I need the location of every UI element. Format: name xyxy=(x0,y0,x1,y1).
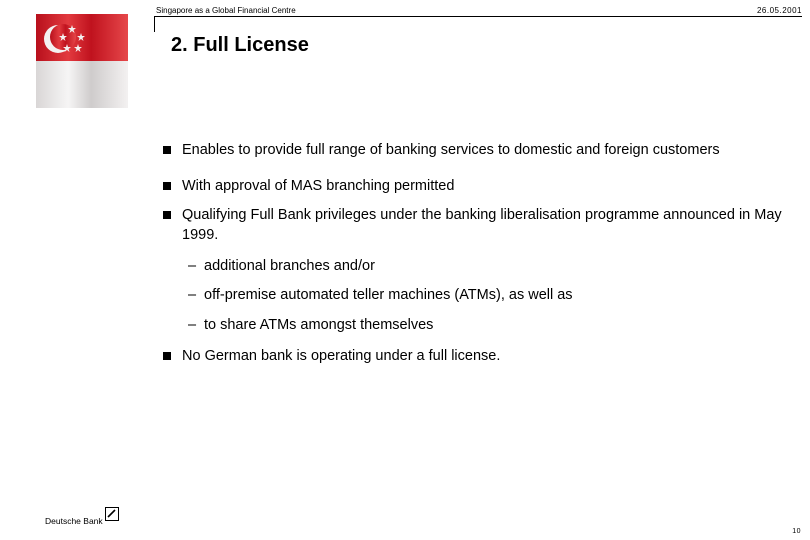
bullet-square-icon xyxy=(163,211,171,219)
slide-title: 2. Full License xyxy=(171,34,309,56)
page-number: 10 xyxy=(792,528,801,535)
bullet-text: With approval of MAS branching permitted xyxy=(182,178,455,194)
singapore-flag-icon xyxy=(36,14,128,108)
header-section-title: Singapore as a Global Financial Centre xyxy=(156,6,296,15)
sub-bullet-item xyxy=(160,315,800,335)
deutsche-bank-logo-icon xyxy=(105,507,119,521)
bullet-item xyxy=(160,205,800,245)
header-date: 26.05.2001 xyxy=(756,6,802,15)
sub-bullet-text: to share ATMs amongst themselves xyxy=(204,317,434,333)
dash-marker: – xyxy=(188,317,197,333)
bullet-item xyxy=(160,176,800,196)
dash-marker: – xyxy=(188,258,197,274)
bullet-item xyxy=(160,346,800,366)
dash-marker: – xyxy=(188,287,197,303)
bullet-text: No German bank is operating under a full license. xyxy=(182,348,501,364)
sub-bullet-item xyxy=(160,256,800,276)
bullet-square-icon xyxy=(163,146,171,154)
bullet-text: Enables to provide full range of banking services to domestic and foreign customers xyxy=(182,142,720,158)
sub-bullet-text: off-premise automated teller machines (ATMs), as well as xyxy=(204,287,573,303)
bullet-square-icon xyxy=(163,352,171,360)
sub-bullet-item xyxy=(160,285,800,305)
bullet-item xyxy=(160,140,800,160)
footer-brand: Deutsche Bank xyxy=(45,516,103,526)
sub-bullet-text: additional branches and/or xyxy=(204,258,375,274)
bullet-text: Qualifying Full Bank privileges under the banking liberalisation programme announced in May 1999. xyxy=(182,207,782,243)
header-rule-tick xyxy=(154,16,155,32)
bullet-list xyxy=(160,140,800,366)
header-rule xyxy=(154,16,802,17)
bullet-square-icon xyxy=(163,182,171,190)
